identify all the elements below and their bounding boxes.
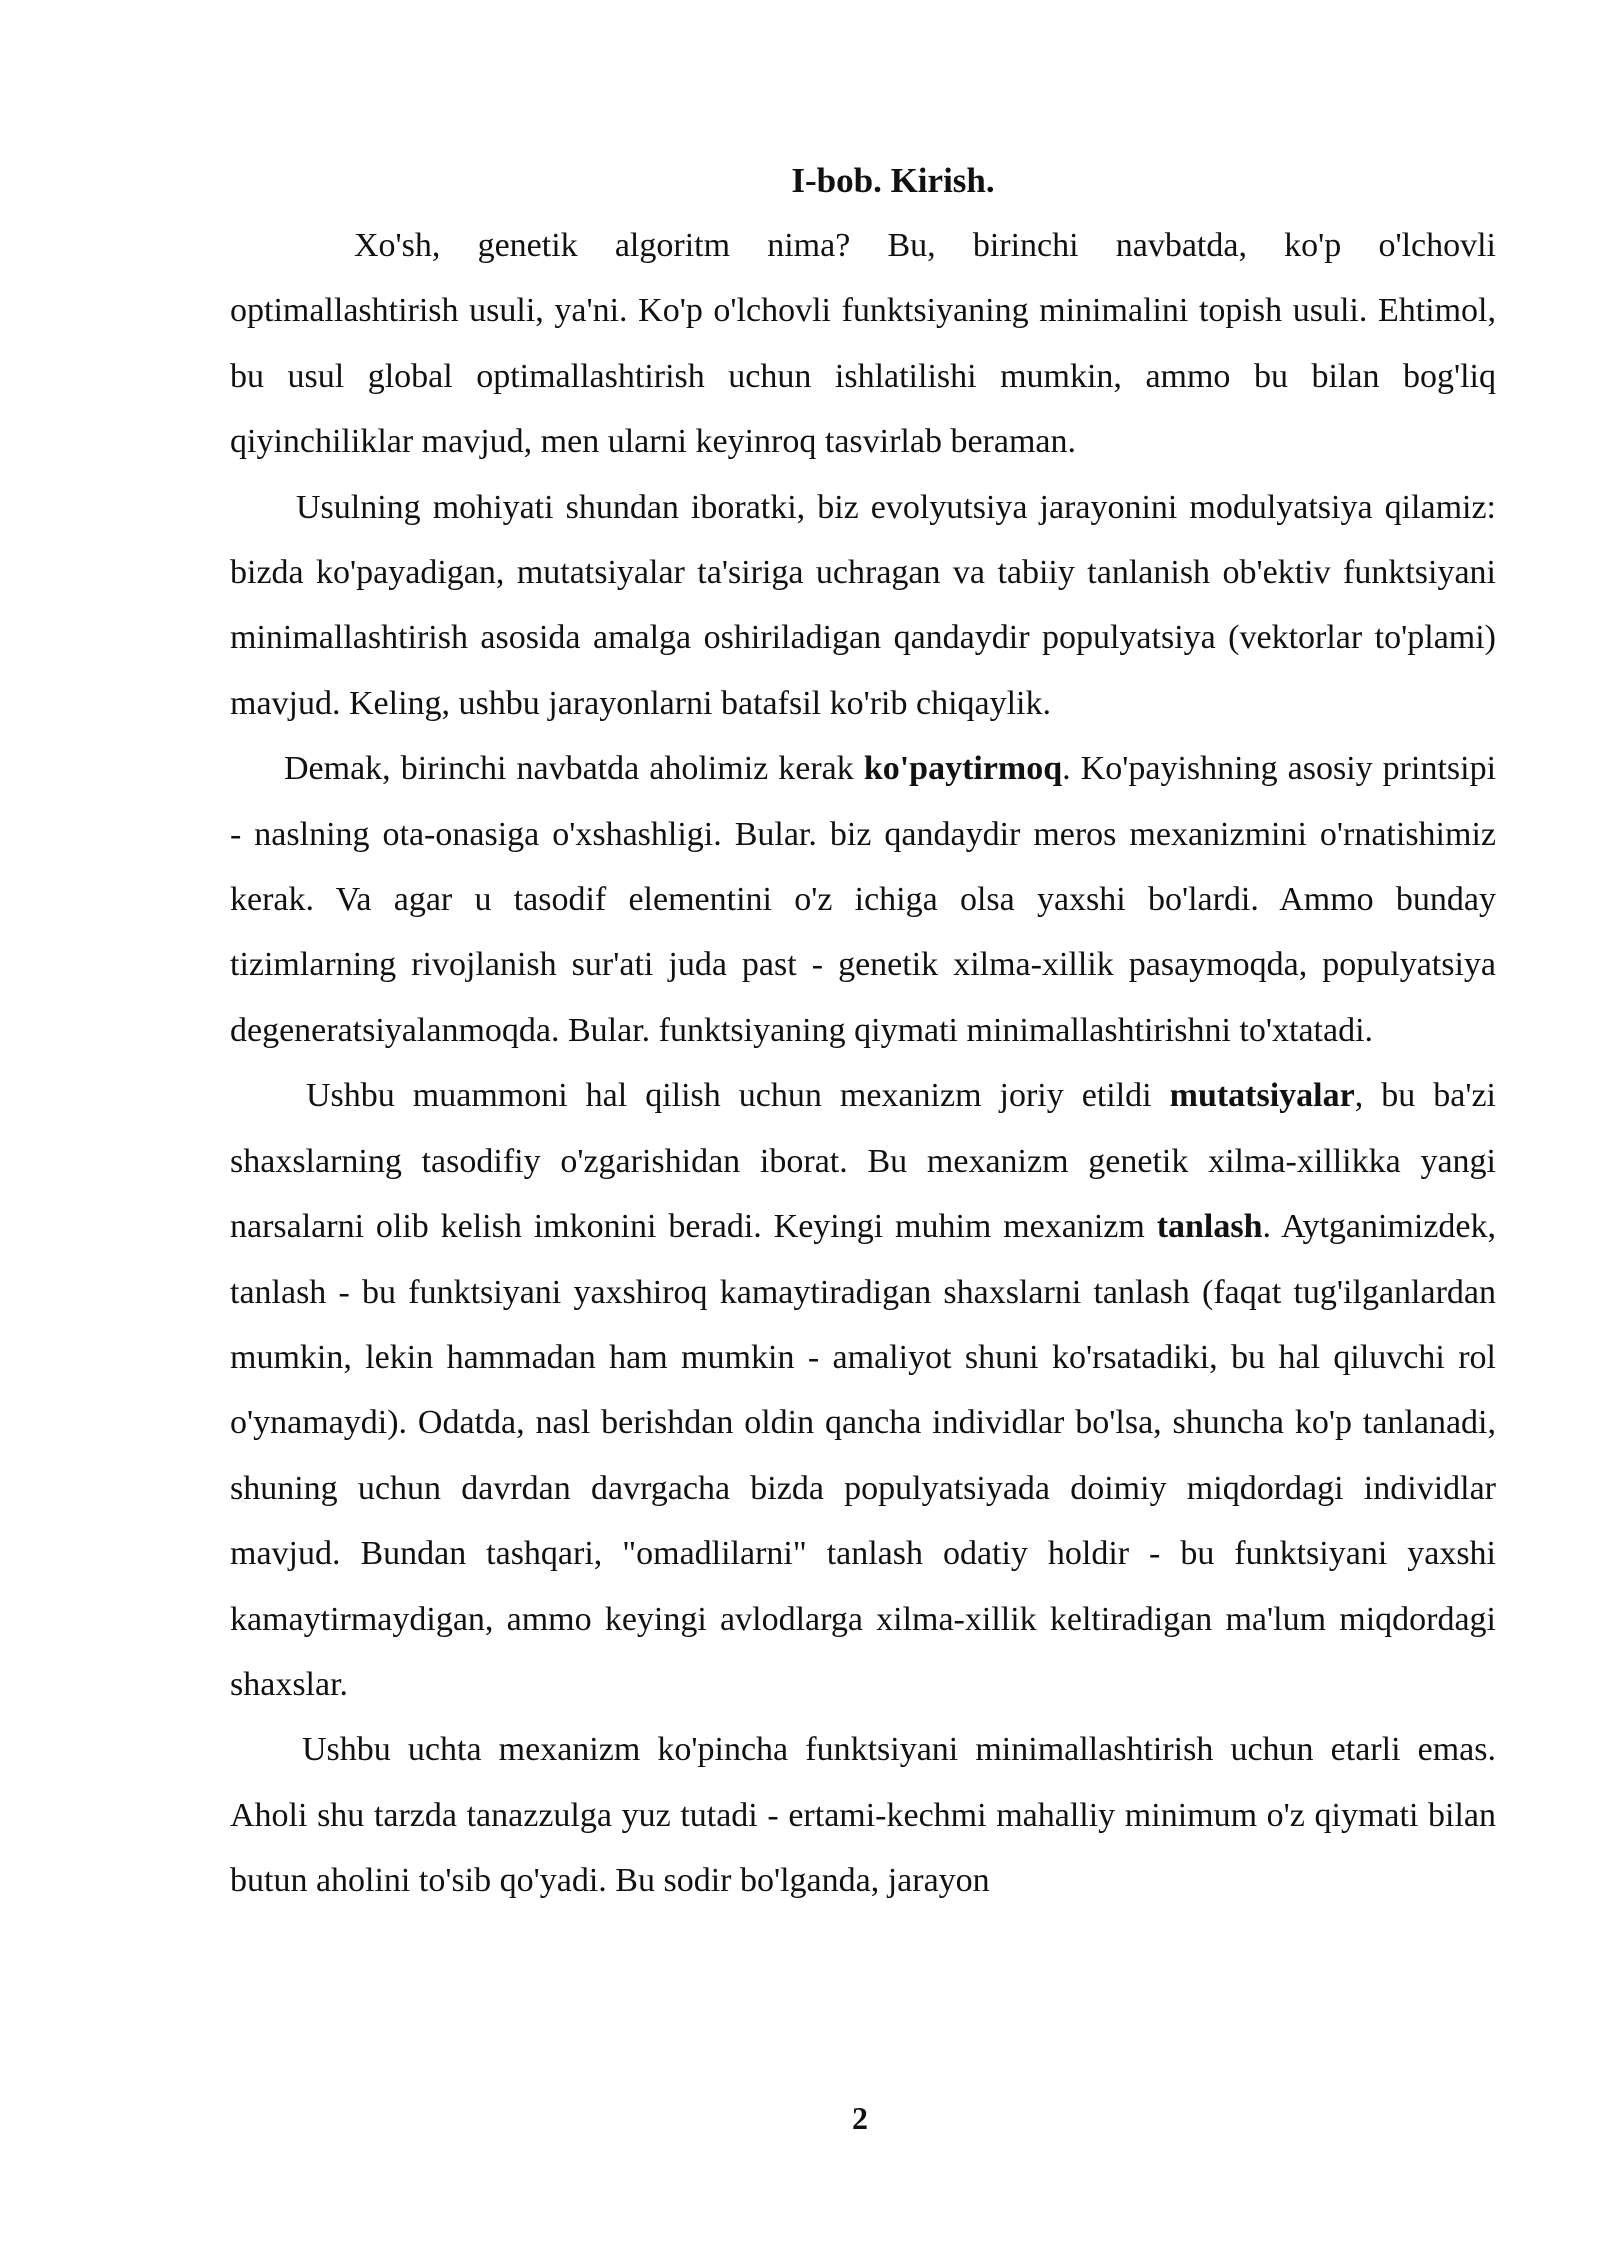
chapter-title: I-bob. Kirish.	[791, 161, 995, 200]
paragraph-4-text-a: Ushbu muammoni hal qilish uchun mexanizm joriy etildi	[306, 1077, 1170, 1115]
paragraph-5	[230, 1717, 1496, 1913]
paragraph-3	[230, 736, 1496, 1063]
paragraph-3-text-a: Demak, birinchi navbatda aholimiz kerak	[284, 750, 864, 788]
paragraph-2	[230, 475, 1496, 737]
paragraph-4-text-b: , bu ba'zi shaxslarning tasodifiy o'zgarishidan iborat. Bu mexanizm genetik xilma-xillikka yangi narsalarni olib kelish imkonini beradi. Keyingi muhim mexanizm	[230, 1077, 1496, 1246]
bold-term-tanlash: tanlash	[1156, 1208, 1263, 1246]
paragraph-1	[230, 213, 1496, 475]
document-page	[230, 148, 1496, 1914]
bold-term-kopaytirmoq: ko'paytirmoq	[863, 750, 1063, 788]
paragraph-4	[230, 1063, 1496, 1717]
paragraph-1-text: Xo'sh, genetik algoritm nima? Bu, birinchi navbatda, ko'p o'lchovli optimallashtirish usuli, ya'ni. Ko'p o'lchovli funktsiyaning minimalini topish usuli. Ehtimol, bu usul global optimallashtirish uchun ishlatilishi mumkin, ammo bu bilan bog'liq qiyinchiliklar mavjud, men ularni keyinroq tasvirlab beraman.	[230, 227, 1496, 461]
paragraph-4-text-c: . Aytganimizdek, tanlash - bu funktsiyani yaxshiroq kamaytiradigan shaxslarni tanlash (faqat tug'ilganlardan mumkin, lekin hammadan ham mumkin - amaliyot shuni ko'rsatadiki, bu hal qiluvchi rol o'ynamaydi). Odatda, nasl berishdan oldin qancha individlar bo'lsa, shuncha ko'p tanlanadi, shuning uchun davrdan davrgacha bizda populyatsiyada doimiy miqdordagi individlar mavjud. Bundan tashqari, "omadlilarni" tanlash odatiy holdir - bu funktsiyani yaxshi kamaytirmaydigan, ammo keyingi avlodlarga xilma-xillik keltiradigan ma'lum miqdordagi shaxslar.	[230, 1208, 1496, 1703]
bold-term-mutatsiyalar: mutatsiyalar	[1169, 1077, 1355, 1115]
paragraph-3-text-b: . Ko'payishning asosiy printsipi - naslning ota-onasiga o'xshashligi. Bular. biz qandaydir meros mexanizmini o'rnatishimiz kerak. Va agar u tasodif elementini o'z ichiga olsa yaxshi bo'lardi. Ammo bunday tizimlarning rivojlanish sur'ati juda past - genetik xilma-xillik pasaymoqda, populyatsiya degeneratsiyalanmoqda. Bular. funktsiyaning qiymati minimallashtirishni to'xtatadi.	[230, 750, 1497, 1049]
page-number: 2	[852, 2100, 868, 2136]
paragraph-2-text: Usulning mohiyati shundan iboratki, biz evolyutsiya jarayonini modulyatsiya qilamiz: bizda ko'payadigan, mutatsiyalar ta'siriga uchragan va tabiiy tanlanish ob'ektiv funktsiyani minimallashtirish asosida amalga oshiriladigan qandaydir populyatsiya (vektorlar to'plami) mavjud. Keling, ushbu jarayonlarni batafsil ko'rib chiqaylik.	[230, 488, 1496, 722]
paragraph-5-text: Ushbu uchta mexanizm ko'pincha funktsiyani minimallashtirish uchun etarli emas. Aholi shu tarzda tanazzulga yuz tutadi - ertami-kechmi mahalliy minimum o'z qiymati bilan butun aholini to'sib qo'yadi. Bu sodir bo'lganda, jarayon	[230, 1731, 1496, 1900]
